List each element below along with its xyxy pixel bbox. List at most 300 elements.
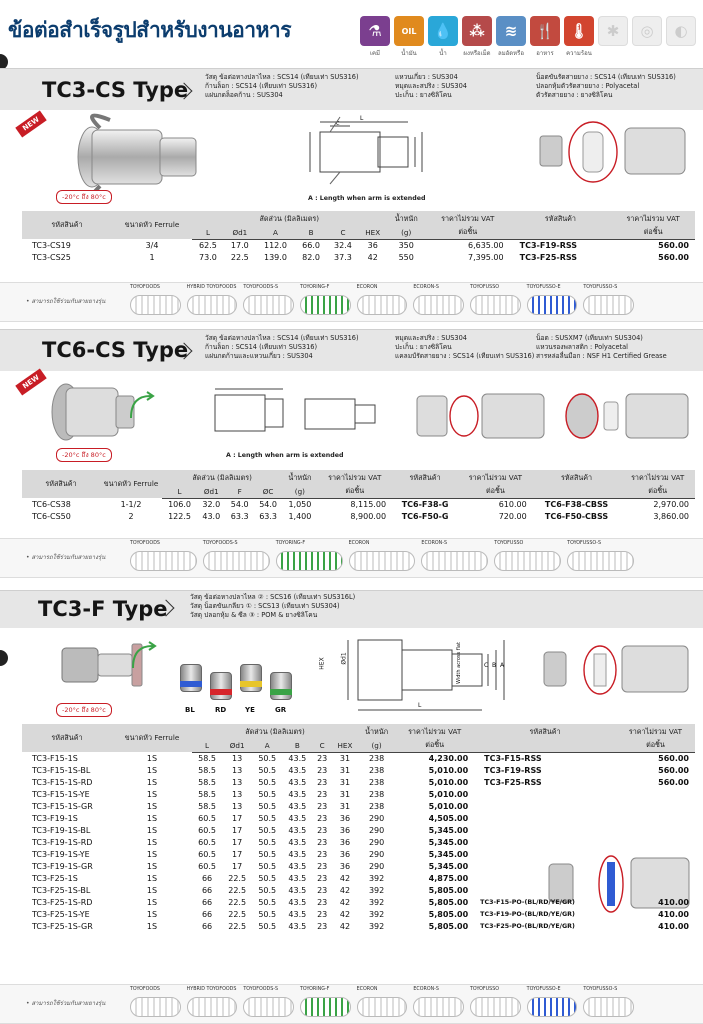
cell-code: TC3-F19-1S-YE: [32, 849, 90, 859]
table-row: [22, 776, 695, 788]
sub-A: A: [252, 740, 282, 752]
cell-g: 238: [368, 789, 385, 799]
tc6cs-spec-col2: [395, 334, 534, 361]
cell-code: TC3-F15-1S-YE: [32, 789, 90, 799]
hose-caption: TOYOFUSSO-S: [567, 541, 602, 546]
col-code2: รหัสสินค้า: [392, 470, 458, 486]
cell-d1: 22.5: [228, 921, 247, 931]
dim-label-a: A: [500, 662, 505, 669]
cell-c: 23: [317, 897, 328, 907]
sub-perpiece: ต่อชิ้น: [395, 740, 474, 752]
cell-hex: 31: [339, 777, 351, 787]
cell-hex: 42: [339, 885, 351, 895]
temp-range-badge: -20°c ถึง 80°c: [56, 190, 112, 204]
cell-d1: 13: [232, 777, 243, 787]
sub-g: (g): [282, 486, 317, 498]
table-row: [22, 920, 695, 932]
cell-ferrule: 1S: [146, 801, 158, 811]
cell-c: 23: [317, 849, 328, 859]
hose-caption: TOYOFOODS-S: [243, 285, 279, 290]
vacuum-icon-glyph: ◐: [674, 22, 688, 40]
tc3cs-price-table: [22, 211, 695, 263]
property-icon-label: น้ำมัน: [401, 50, 417, 57]
sub-HEX: HEX: [359, 227, 387, 239]
hose-image: [527, 295, 578, 315]
spec-line: แหวนรองพลาสติก : Polyacetal: [536, 343, 629, 351]
table-row: [22, 812, 695, 824]
cell-b: 43.5: [288, 765, 307, 775]
cell-code2: TC6-F38-G: [401, 499, 449, 509]
cell-c: 23: [317, 861, 328, 871]
cell-hex: 31: [339, 765, 351, 775]
color-band: [210, 689, 232, 695]
tc3f-title: TC3-F Type: [38, 597, 168, 621]
sub-F: F: [225, 486, 253, 498]
cell-price: 5,345.00: [428, 861, 469, 871]
cell-price3: 3,860.00: [653, 511, 689, 521]
table-cell: 63.3: [259, 511, 278, 521]
table-row: [22, 764, 695, 776]
cell-l: 58.5: [198, 765, 216, 775]
air-icon-glyph: ≋: [504, 22, 518, 40]
table-cell: 122.5: [168, 511, 191, 521]
fork-knife-icon: [530, 16, 560, 57]
cell-c: 23: [317, 825, 328, 835]
hose-image: [413, 997, 464, 1017]
col-code: รหัสสินค้า: [22, 724, 112, 752]
color-band: [240, 681, 262, 687]
cell-code3: TC6-F50-CBSS: [544, 511, 609, 521]
tc3cs-product-photo: [70, 112, 220, 197]
property-icon-label: เคมี: [369, 50, 381, 57]
flask-icon: [360, 16, 390, 57]
table-cell: 32.4: [334, 240, 352, 250]
temp-range-badge: -20°c ถึง 80°c: [56, 448, 112, 462]
cell-hex: 42: [339, 909, 351, 919]
table-row: [22, 836, 695, 848]
cell-g: 290: [368, 837, 385, 847]
cell-b: 43.5: [288, 837, 307, 847]
property-icon-strip: [360, 16, 696, 57]
hose-image: [130, 551, 197, 571]
cell-code: TC3-F15-1S-GR: [32, 801, 93, 811]
col-code2: รหัสสินค้า: [474, 724, 616, 740]
sub-perpiece: ต่อชิ้น: [317, 486, 392, 498]
cell-hex: 31: [339, 753, 351, 763]
hose-caption: ECORON: [348, 541, 370, 546]
cell-a: 50.5: [258, 777, 277, 787]
table-row: [22, 884, 695, 896]
cell-a: 50.5: [258, 801, 277, 811]
dim-label-b: B: [492, 662, 497, 669]
cell-g: 392: [368, 897, 385, 907]
cell-a: 50.5: [258, 765, 277, 775]
spec-line: แหวนเกี่ยว : SUS304: [395, 73, 458, 81]
cell-l: 60.5: [198, 837, 216, 847]
table-header-row: [22, 470, 695, 486]
col-code: รหัสสินค้า: [22, 470, 100, 498]
spec-line: ปะเก็น : ยางซิลิโคน: [395, 343, 452, 351]
col-price: ราคาไม่รวม VAT: [426, 211, 510, 227]
cell-code: TC3-F25-1S: [32, 873, 78, 883]
table-row: [22, 848, 695, 860]
cell-l: 58.5: [198, 789, 216, 799]
dim-label-l: L: [418, 702, 422, 709]
cell-c: 23: [317, 837, 328, 847]
cell-g: 290: [368, 849, 385, 859]
cell-l: 66: [201, 873, 213, 883]
cell-a: 50.5: [258, 873, 277, 883]
dim-label-hex: HEX: [318, 657, 326, 670]
spec-line: ก้านล็อก : SCS14 (เทียบเท่า SUS316): [205, 343, 318, 351]
table-cell: 32.0: [202, 499, 221, 509]
cell-d1: 22.5: [228, 909, 247, 919]
tc3f-spec: [190, 593, 355, 620]
cell-price2: 610.00: [498, 499, 527, 509]
hose-image: [300, 997, 351, 1017]
arm-note: A : Length when arm is extended: [308, 195, 426, 202]
empty-cell: [474, 872, 616, 884]
hose-label: • สามารถใช้ร่วมกับสายยางรุ่น: [26, 298, 106, 305]
cell-b: 43.5: [288, 921, 307, 931]
cell-hex: 31: [339, 801, 351, 811]
cell-price2: 410.00: [658, 897, 689, 907]
cell-code2: TC3-F25-PO-(BL/RD/YE/GR): [480, 922, 575, 930]
empty-cell: [474, 812, 616, 824]
spec-line: ตัวรัดสายยาง : ยางซิลิโคน: [536, 91, 613, 99]
empty-cell: [474, 800, 616, 812]
sub-g: (g): [387, 227, 426, 239]
empty-cell: [474, 884, 616, 896]
hose-image: [583, 295, 634, 315]
col-weight: น้ำหนัก: [387, 211, 426, 227]
page-title: ข้อต่อสำเร็จรูปสำหรับงานอาหาร: [8, 18, 291, 42]
spec-line: สารหล่อลื่นมือก : NSF H1 Certified Grease: [536, 352, 667, 360]
oil-can-icon-glyph: OIL: [401, 26, 417, 36]
empty-cell: [474, 824, 616, 836]
cell-ferrule: 1S: [146, 753, 158, 763]
sub-perpiece2: ต่อชิ้น: [616, 740, 695, 752]
cell-d1: 17: [232, 837, 243, 847]
cell-g: 238: [368, 801, 385, 811]
hose-image: [357, 997, 408, 1017]
cell-g: 392: [368, 873, 385, 883]
sub-L: L: [192, 740, 222, 752]
table-cell: 43.0: [202, 511, 221, 521]
color-cap-gr: [270, 672, 292, 700]
cell-d1: 22.5: [228, 873, 247, 883]
tc3cs-spec-col2: [395, 73, 467, 100]
tc3f-exploded-view: [540, 640, 695, 700]
cell-hex: 42: [339, 873, 351, 883]
empty-cell: [616, 812, 695, 824]
empty-cell: [616, 800, 695, 812]
spec-line: หมุดและสปริง : SUS304: [395, 334, 467, 342]
cell-g: 290: [368, 825, 385, 835]
cell-hex: 42: [339, 921, 351, 931]
hose-image: [300, 295, 351, 315]
thermometer-icon: [564, 16, 594, 57]
cell-l: 58.5: [198, 801, 216, 811]
table-cell: 36: [367, 240, 378, 250]
sub-B: B: [282, 740, 312, 752]
binder-hole: [0, 650, 8, 666]
oil-can-icon: [394, 16, 424, 57]
cell-ferrule: 1S: [146, 849, 158, 859]
col-dims: สัดส่วน (มิลลิเมตร): [192, 211, 387, 227]
cell-hex: 31: [339, 789, 351, 799]
cell-c: 23: [317, 753, 328, 763]
cell-price: 5,345.00: [428, 837, 469, 847]
col-dims: สัดส่วน (มิลลิเมตร): [162, 470, 282, 486]
cell-a: 50.5: [258, 885, 277, 895]
col-ferrule: ขนาดหัว Ferrule: [112, 724, 192, 752]
table-row: [22, 800, 695, 812]
cell-price: 5,345.00: [428, 825, 469, 835]
cell-hex: 42: [339, 897, 351, 907]
cell-a: 50.5: [258, 753, 277, 763]
empty-cell: [616, 872, 695, 884]
col-ferrule: ขนาดหัว Ferrule: [100, 470, 162, 498]
sub-perpiece2: ต่อชิ้น: [458, 486, 533, 498]
cell-ferrule: 1S: [146, 813, 158, 823]
cell-c: 23: [317, 765, 328, 775]
cell-a: 50.5: [258, 861, 277, 871]
table-cell: 112.0: [264, 240, 287, 250]
table-cell: 17.0: [230, 240, 249, 250]
cell-price: 6,635.00: [467, 240, 504, 250]
spec-line: แคลมป์รัดสายยาง : SCS14 (เทียบเท่า SUS316): [395, 352, 535, 360]
cell-d1: 22.5: [228, 885, 247, 895]
table-row: [22, 251, 695, 263]
cell-ferrule: 1S: [146, 861, 158, 871]
tc3f-price-table: [22, 724, 695, 932]
color-cap-label: GR: [275, 706, 287, 714]
cell-price: 5,805.00: [428, 909, 469, 919]
cell-code: TC3-F19-1S-GR: [32, 861, 93, 871]
cell-code: TC3-F15-1S: [32, 753, 78, 763]
cleaning-icon-glyph: ✱: [606, 22, 620, 40]
cell-d1: 17: [232, 813, 243, 823]
hose-image: [349, 551, 416, 571]
col-code2: รหัสสินค้า: [510, 211, 612, 227]
table-cell: 82.0: [302, 252, 320, 262]
cell-d1: 17: [232, 861, 243, 871]
table-cell: 139.0: [264, 252, 287, 262]
table-cell: 62.5: [199, 240, 217, 250]
empty-cell: [616, 824, 695, 836]
cell-code2: TC3-F19-PO-(BL/RD/YE/GR): [480, 910, 575, 918]
svg-text:C: C: [336, 121, 340, 127]
color-cap-ye: [240, 664, 262, 692]
dim-label-width: Width across flat: [455, 642, 462, 684]
sub-d1: Ød1: [222, 740, 252, 752]
dim-label-c: C: [484, 662, 489, 669]
cell-price: 7,395.00: [467, 252, 504, 262]
table-cell: 73.0: [199, 252, 217, 262]
cell-c: 23: [317, 873, 328, 883]
col-code: รหัสสินค้า: [22, 211, 112, 239]
col-price3: ราคาไม่รวม VAT: [620, 470, 695, 486]
cell-hex: 36: [339, 861, 351, 871]
col-ferrule: ขนาดหัว Ferrule: [112, 211, 192, 239]
cell-g: 290: [368, 861, 385, 871]
cell-price: 4,230.00: [428, 753, 469, 763]
col-dims: สัดส่วน (มิลลิเมตร): [192, 724, 358, 740]
hose-caption: TOYOFUSSO-S: [583, 285, 618, 290]
tc6cs-exploded-view-a: [412, 390, 552, 445]
arm-note: A : Length when arm is extended: [226, 452, 344, 459]
cell-l: 60.5: [198, 861, 216, 871]
fork-knife-icon-glyph: 🍴: [535, 22, 555, 40]
cell-price: 5,010.00: [428, 801, 469, 811]
cell-b: 43.5: [288, 849, 307, 859]
spec-line: ปลอกหุ้มตัวรัดสายยาง : Polyacetal: [536, 82, 640, 90]
empty-cell: [616, 884, 695, 896]
sub-A: A: [256, 227, 295, 239]
hose-caption: TOYOFUSSO-S: [583, 987, 618, 992]
cell-b: 43.5: [288, 885, 307, 895]
hose-image: [187, 997, 238, 1017]
table-header-row: [22, 724, 695, 740]
hose-image: [421, 551, 488, 571]
cell-ferrule: 1S: [146, 885, 158, 895]
col-weight: น้ำหนัก: [358, 724, 395, 740]
cell-b: 43.5: [288, 897, 307, 907]
color-cap-variants: [180, 660, 310, 720]
hose-caption: HYBRID TOYOFOODS: [186, 285, 237, 290]
cell-b: 43.5: [288, 789, 307, 799]
property-icon-label: ผงหรือเม็ด: [463, 50, 491, 57]
cell-a: 50.5: [258, 789, 277, 799]
hose-caption: ECORON-S: [421, 541, 448, 546]
hose-caption: TOYORING-F: [300, 987, 330, 992]
hose-caption: TOYOFOODS-S: [202, 541, 238, 546]
granules-icon-glyph: ⁂: [469, 22, 485, 40]
cell-price: 8,900.00: [350, 511, 387, 521]
tc3cs-spec-col1: [205, 73, 359, 100]
cell-d1: 22.5: [228, 897, 247, 907]
spec-line: น็อต : SUSXM7 (เทียบเท่า SUS304): [536, 334, 643, 342]
cell-d1: 17: [232, 825, 243, 835]
hose-label: • สามารถใช้ร่วมกับสายยางรุ่น: [26, 1000, 106, 1007]
cell-price3: 2,970.00: [653, 499, 689, 509]
dim-label-d1: Ød1: [340, 652, 348, 665]
sub-L: L: [162, 486, 197, 498]
empty-cell: [474, 788, 616, 800]
cell-hex: 36: [339, 813, 351, 823]
cell-ferrule: 1S: [146, 897, 158, 907]
cell-hex: 36: [339, 837, 351, 847]
cell-l: 58.5: [198, 777, 216, 787]
cell-d1: 13: [232, 789, 243, 799]
cell-price2: 560.00: [658, 765, 689, 775]
empty-cell: [616, 848, 695, 860]
hose-caption: TOYOFUSSO: [470, 987, 500, 992]
empty-cell: [474, 836, 616, 848]
hose-caption: ECORON-S: [413, 987, 439, 992]
cell-ferrule: 1: [149, 252, 155, 262]
tc3cs-dimension-drawing: [300, 112, 430, 192]
cell-c: 23: [317, 789, 328, 799]
cell-price: 5,010.00: [428, 789, 469, 799]
color-cap-bl: [180, 664, 202, 692]
sub-C: C: [312, 740, 332, 752]
hose-image: [494, 551, 561, 571]
table-cell: 106.0: [168, 499, 191, 509]
hose-caption: TOYOFOODS: [130, 285, 160, 290]
cell-code: TC3-F15-1S-RD: [32, 777, 93, 787]
tc6cs-title: TC6-CS Type: [42, 338, 189, 362]
cell-code: TC6-CS38: [32, 499, 71, 509]
sub-d1: Ød1: [224, 227, 256, 239]
cell-ferrule: 1S: [146, 765, 158, 775]
cell-price2: 560.00: [658, 777, 689, 787]
hose-image: [203, 551, 270, 571]
sub-perpiece: ต่อชิ้น: [426, 227, 510, 239]
sub-perpiece3: ต่อชิ้น: [620, 486, 695, 498]
table-cell: 550: [398, 252, 414, 262]
cleaning-icon: [598, 16, 628, 46]
tc6cs-dimension-drawing: [210, 385, 380, 445]
col-price2: ราคาไม่รวม VAT: [458, 470, 533, 486]
sub-C: C: [327, 227, 359, 239]
cell-d1: 13: [232, 801, 243, 811]
vacuum-icon: [666, 16, 696, 46]
cell-code: TC3-F19-1S: [32, 813, 78, 823]
hose-image: [413, 295, 464, 315]
table-row: [22, 239, 695, 251]
table-row: [22, 908, 695, 920]
cell-ferrule: 1S: [146, 837, 158, 847]
cell-code2: TC3-F25-RSS: [519, 252, 578, 262]
hose-image: [470, 997, 521, 1017]
cell-g: 392: [368, 921, 385, 931]
cell-c: 23: [317, 777, 328, 787]
hose-image: [276, 551, 343, 571]
cell-ferrule: 3/4: [145, 240, 159, 250]
cell-b: 43.5: [288, 861, 307, 871]
cell-b: 43.5: [288, 873, 307, 883]
table-row: [22, 510, 695, 522]
cell-code: TC3-F25-1S-BL: [32, 885, 91, 895]
sub-d1: Ød1: [197, 486, 225, 498]
cell-g: 392: [368, 885, 385, 895]
hose-image: [357, 295, 408, 315]
empty-cell: [474, 848, 616, 860]
hose-label: • สามารถใช้ร่วมกับสายยางรุ่น: [26, 554, 106, 561]
sub-B: B: [295, 227, 327, 239]
tc3cs-hose-strip: [0, 282, 703, 322]
cell-code2: TC6-F50-G: [401, 511, 449, 521]
cell-code2: TC3-F19-RSS: [484, 765, 542, 775]
table-header-row: [22, 211, 695, 227]
cell-code: TC3-F15-1S-BL: [32, 765, 91, 775]
table-row: [22, 498, 695, 510]
color-cap-label: BL: [185, 706, 195, 714]
cell-b: 43.5: [288, 777, 307, 787]
table-cell: 22.5: [230, 252, 249, 262]
water-drop-icon-glyph: 💧: [433, 22, 453, 40]
cell-price: 5,010.00: [428, 777, 469, 787]
hose-image: [243, 997, 294, 1017]
table-cell: 54.0: [259, 499, 278, 509]
cell-l: 66: [201, 909, 213, 919]
empty-cell: [474, 860, 616, 872]
cell-a: 50.5: [258, 921, 277, 931]
cell-code: TC3-F25-1S-YE: [32, 909, 90, 919]
hose-image: [130, 997, 181, 1017]
